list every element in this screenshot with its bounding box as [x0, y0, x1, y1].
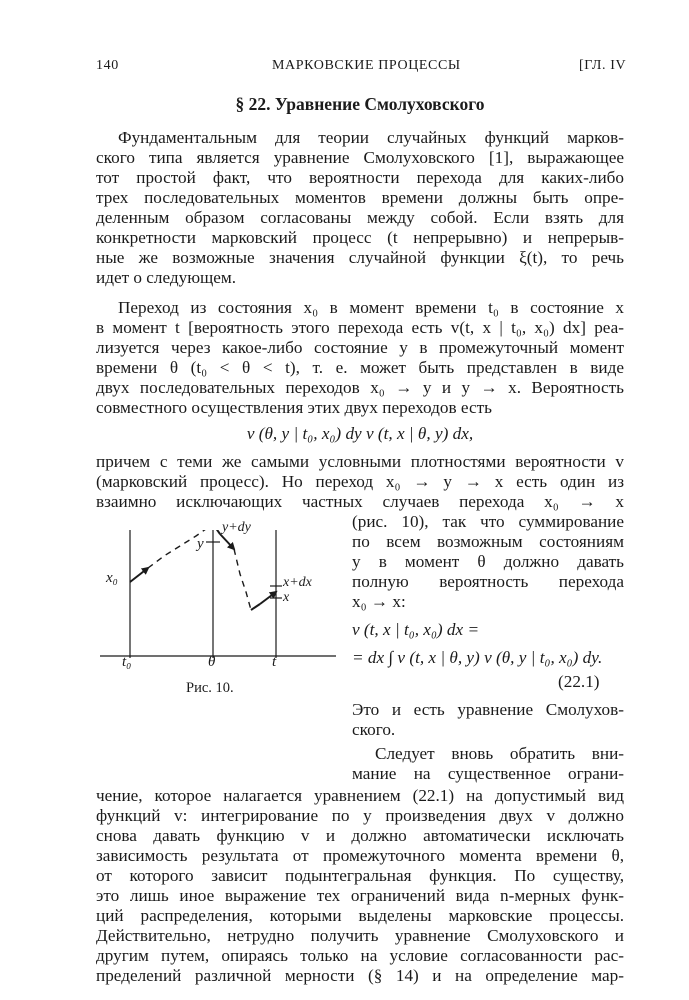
text-line: это лишь иное выражение тех ограничений вида n-мерных функ-	[96, 886, 624, 905]
equation-number: (22.1)	[558, 672, 600, 691]
text-line: пределений различной мерности (§ 14) и на определение мар-	[96, 966, 624, 985]
page-number: 140	[96, 58, 119, 73]
text-line: y в момент θ должно давать	[352, 552, 624, 571]
section-title: § 22. Уравнение Смолуховского	[235, 94, 485, 114]
text-line: x₀ → x:	[352, 592, 406, 611]
text-line: от которого зависит подынтегральная функция. По существу,	[96, 866, 624, 885]
label-x-plus-dx: x+dx	[283, 575, 312, 590]
text-line: функций v: интегрирование по y произведения двух v должно	[96, 806, 624, 825]
tick-label-t: t	[272, 654, 277, 670]
text-line: трех последовательных моментов времени должны быть опре-	[96, 188, 624, 207]
running-title: МАРКОВСКИЕ ПРОЦЕССЫ	[272, 58, 461, 73]
text-line: деленным образом согласованы между собой. Если взять для	[96, 208, 624, 227]
text-line: идет о следующем.	[96, 268, 237, 287]
text-line: взаимно исключающих частных случаев перехода x₀ → x	[96, 492, 624, 511]
path-start-arrow	[130, 568, 148, 582]
text-line: конкретности марковский процесс (t непрерывно) и непрерыв-	[96, 228, 624, 247]
label-y-plus-dy: y+dy	[222, 520, 251, 535]
text-line: лизуется через какое-либо состояние y в промежуточный момент	[96, 338, 624, 357]
text-line: ского.	[352, 720, 396, 739]
label-y: y	[197, 536, 204, 552]
label-x: x	[283, 590, 290, 605]
text-line: (рис. 10), так что суммирование	[352, 512, 624, 531]
figure-caption: Рис. 10.	[186, 680, 234, 696]
text-line: ций распределения, которыми выделены марковские процессы.	[96, 906, 624, 925]
text-line: Следует вновь обратить вни-	[375, 744, 624, 763]
text-line: двух последовательных переходов x₀ → y и y → x. Вероятность	[96, 378, 624, 397]
text-line: мание на существенное ограни-	[352, 764, 624, 783]
text-line: зависимость результата от промежуточного момента времени θ,	[96, 846, 624, 865]
text-line: ные же возможные значения случайной функции ξ(t), то речь	[96, 248, 624, 267]
text-line: ского типа является уравнение Смолуховского [1], выражающее	[96, 148, 624, 167]
text-line: Действительно, нетрудно получить уравнение Смолуховского и	[96, 926, 624, 945]
chapter-label: [ГЛ. IV	[579, 58, 627, 73]
text-line: времени θ (t₀ < θ < t), т. е. может быть представлен в виде	[96, 358, 624, 377]
text-line: совместного осуществления этих двух переходов есть	[96, 398, 492, 417]
text-line: (марковский процесс). Но переход x₀ → y → x есть один из	[96, 472, 624, 491]
path-near-x	[251, 604, 260, 610]
text-line: в момент t [вероятность этого перехода есть v(t, x | t₀, x₀) dx] реа-	[96, 318, 624, 337]
tick-label-t0: t₀	[122, 654, 132, 670]
equation-line-1: v (t, x | t₀, x₀) dx =	[352, 620, 480, 639]
path-y-arrow	[220, 534, 234, 549]
text-line: причем с теми же самыми условными плотностями вероятности v	[96, 452, 624, 471]
tick-label-theta: θ	[208, 654, 216, 670]
text-line: Переход из состояния x₀ в момент времени t₀ в состояние x	[118, 298, 624, 317]
text-line: тот простой факт, что вероятности перехода для каких-либо	[96, 168, 624, 187]
text-line: снова давать функцию v и должно автоматически исключать	[96, 826, 624, 845]
text-line: Это и есть уравнение Смолухов-	[352, 700, 624, 719]
path-to-x	[234, 549, 251, 610]
text-line: Фундаментальным для теории случайных функций марков-	[118, 128, 624, 147]
text-line: полную вероятность перехода	[352, 572, 624, 591]
text-line: чение, которое налагается уравнением (22.1) на допустимый вид	[96, 786, 624, 805]
text-line: другим путем, опираясь только на условие согласованности рас-	[96, 946, 624, 965]
equation-line-2: = dx ∫ v (t, x | θ, y) v (θ, y | t₀, x₀) dy.	[352, 648, 603, 667]
text-line: по всем возможным состояниям	[352, 532, 624, 551]
path-at-y	[213, 530, 220, 534]
formula-joint-probability: v (θ, y | t₀, x₀) dy v (t, x | θ, y) dx,	[246, 424, 474, 443]
label-x0: x₀	[106, 570, 118, 586]
